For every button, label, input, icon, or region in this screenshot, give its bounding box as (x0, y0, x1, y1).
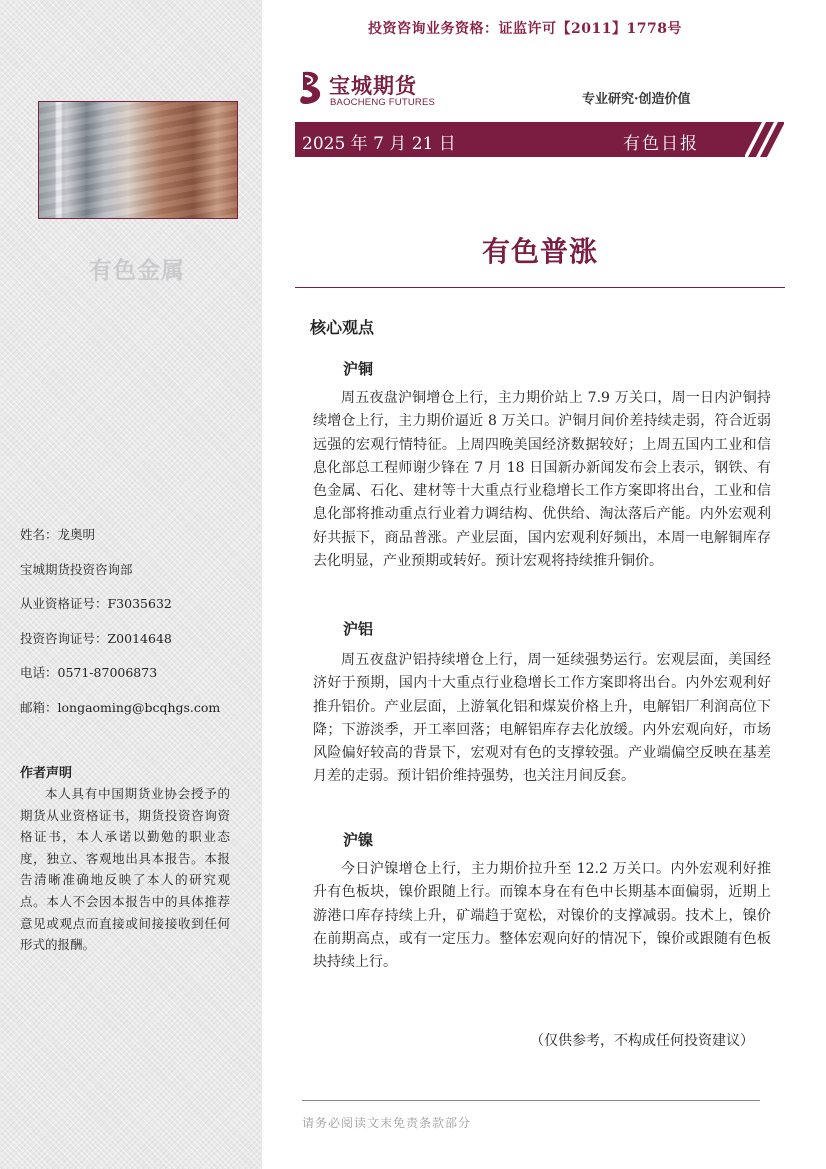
banner-stripes (744, 122, 784, 157)
report-type: 有色日报 (623, 134, 699, 154)
nickel-title: 沪镍 (343, 831, 374, 849)
logo-text-en: BAOCHENG FUTURES (330, 97, 436, 108)
author-contact (20, 527, 220, 734)
logo-icon (297, 68, 327, 108)
sector-title: 有色金属 (89, 258, 185, 284)
license-text: 投资咨询业务资格：证监许可【2011】1778号 (368, 21, 682, 37)
slogan: 专业研究·创造价值 (582, 92, 691, 107)
declaration-title: 作者声明 (20, 766, 73, 781)
metal-cover-image (38, 101, 238, 219)
headline: 有色普涨 (481, 235, 598, 268)
aluminum-text: 周五夜盘沪铝持续增仓上行，周一延续强势运行。宏观层面，美国经济好于预期，国内十大重点行业稳增长工作方案即将出台。内外宏观利好推升铝价。产业层面，上游氧化铝和煤炭价格上升，电解铝厂利润高位下降；下游淡季，开工率回落；电解铝库存去化放缓。内外宏观向好，市场风险偏好较高的背景下，宏观对有色的支撑较强。产业端偏空反映在基差月差的走弱。预计铝价维持强势，也关注月间反套。 (313, 652, 771, 785)
aluminum-title: 沪铝 (343, 620, 374, 638)
consult-license-number: 投资咨询证号：Z0014648 (20, 630, 172, 646)
disclaimer-note: （仅供参考，不构成任何投资建议） (530, 1033, 754, 1049)
phone: 电话：0571-87006873 (20, 665, 158, 680)
qualification-number: 从业资格证号：F3035632 (20, 596, 172, 611)
report-date: 2025 年 7 月 21 日 (302, 134, 456, 154)
footer-divider (302, 1100, 760, 1101)
nickel-text: 今日沪镍增仓上行，主力期价拉升至 12.2 万关口。内外宏观利好推升有色板块，镍价跟随上行。而镍本身在有色中长期基本面偏弱，近期上游港口库存持续上升，矿端趋于宽松，对镍价的支撑减弱。技术上，镍价在前期高点，或有一定压力。整体宏观向好的情况下，镍价或跟随有色板块持续上行。 (313, 861, 771, 971)
headline-divider (295, 287, 785, 288)
logo-text-cn: 宝城期货 (329, 74, 417, 98)
author-name: 姓名：龙奥明 (20, 527, 96, 542)
copper-title: 沪铜 (343, 360, 374, 378)
sidebar (0, 0, 262, 1169)
copper-text: 周五夜盘沪铜增仓上行，主力期价站上 7.9 万关口，周一日内沪铜持续增仓上行，主力期价逼近 8 万关口。沪铜月间价差持续走弱，符合近弱远强的宏观行情特征。上周四晚美国经济数据较好；上周五国内工业和信息化部总工程师谢少锋在 7 月 18 日国新办新闻发布会上表示，钢铁、有色金属、石化、建材等十大重点行业稳增长工作方案即将出台，工业和信息化部将推动重点行业着力调结构、优供给、淘汰落后产能。内外宏观利好共振下，商品普涨。产业层面，国内宏观利好频出，本周一电解铜库存去化明显，产业预期或转好。预计宏观将持续推升铜价。 (313, 390, 771, 570)
email: 邮箱：longaoming@bcqhgs.com (20, 699, 221, 715)
company-logo (297, 68, 447, 112)
department: 宝城期货投资咨询部 (20, 561, 133, 577)
section-title: 核心观点 (310, 318, 375, 337)
footer-text: 请务必阅读文末免责条款部分 (302, 1116, 472, 1130)
declaration-body: 本人具有中国期货业协会授予的期货从业资格证书，期货投资咨询资格证书，本人承诺以勤勉的职业态度，独立、客观地出具本报告。本报告清晰准确地反映了本人的研究观点。本人不会因本报告中的具体推荐意见或观点而直接或间接接收到任何形式的报酬。 (20, 786, 230, 953)
